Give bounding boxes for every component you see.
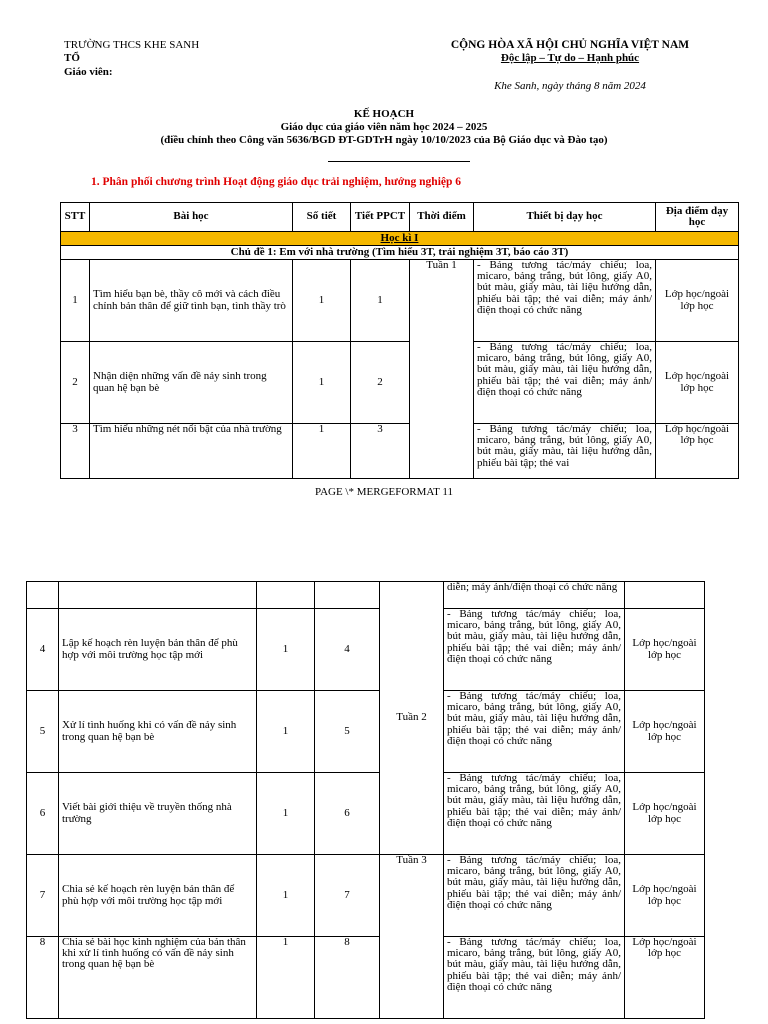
row-lesson: Tìm hiểu bạn bè, thầy cô mới và cách điều chỉnh bản thân để giữ tình bạn, tình thầy trò	[90, 260, 293, 342]
row-location: Lớp học/ngoài lớp học	[625, 937, 705, 1019]
row-ppct: 1	[351, 260, 410, 342]
plan-table-part2	[26, 581, 705, 1019]
row-periods: 1	[257, 937, 315, 1019]
row-equipment: - Bảng tương tác/máy chiếu; loa, micaro, bảng trắng, bút lông, giấy A0, bút màu, giấy màu, tài liệu hướng dẫn, phiếu bài tập; thẻ vai diễn; máy ảnh/điện thoại có chức năng	[444, 773, 625, 855]
table-row	[27, 773, 705, 855]
table-row	[27, 855, 705, 937]
row-lesson: Chia sẻ bài học kinh nghiệm của bản thân khi xử lí tình huống có vấn đề nảy sinh trong quan hệ bạn bè	[59, 937, 257, 1019]
row-stt: 7	[27, 855, 59, 937]
row-location: Lớp học/ngoài lớp học	[625, 773, 705, 855]
row-week: Tuần 3	[380, 855, 444, 1019]
table-row	[61, 260, 739, 342]
table-row	[27, 582, 705, 609]
row-lesson: Nhận diện những vấn đề nảy sinh trong quan hệ bạn bè	[90, 342, 293, 424]
semester-row: Học kì I	[61, 232, 739, 246]
row-stt: 3	[61, 424, 90, 479]
row-stt: 5	[27, 691, 59, 773]
row-week: Tuần 1	[410, 260, 474, 479]
row-lesson: Xử lí tình huống khi có vấn đề nảy sinh trong quan hệ bạn bè	[59, 691, 257, 773]
row-periods: 1	[257, 609, 315, 691]
row-equipment: - Bảng tương tác/máy chiếu; loa, micaro, bảng trắng, bút lông, giấy A0, bút màu, giấy màu, tài liệu hướng dẫn, phiếu bài tập; thẻ vai diễn; máy ảnh/điện thoại có chức năng	[474, 342, 656, 424]
plan-table-part1	[60, 202, 739, 479]
row-equipment: - Bảng tương tác/máy chiếu; loa, micaro, bảng trắng, bút lông, giấy A0, bút màu, giấy màu, tài liệu hướng dẫn, phiếu bài tập; thẻ vai diễn; máy ảnh/điện thoại có chức năng	[444, 937, 625, 1019]
row-ppct: 3	[351, 424, 410, 479]
page-footer: PAGE \* MERGEFORMAT 11	[314, 486, 454, 498]
row-ppct: 4	[315, 609, 380, 691]
topic-row: Chủ đề 1: Em với nhà trường (Tìm hiểu 3T, trải nghiệm 3T, báo cáo 3T)	[61, 246, 739, 260]
row-lesson: Lập kế hoạch rèn luyện bản thân để phù hợp với môi trường học tập mới	[59, 609, 257, 691]
col-periods: Số tiết	[293, 203, 351, 232]
row-ppct: 2	[351, 342, 410, 424]
table-row	[61, 424, 739, 479]
row-periods: 1	[293, 342, 351, 424]
row-equipment: diễn; máy ảnh/điện thoại có chức năng	[444, 582, 625, 609]
place-date: Khe Sanh, ngày tháng 8 năm 2024	[494, 80, 646, 92]
row-equipment: - Bảng tương tác/máy chiếu; loa, micaro, bảng trắng, bút lông, giấy A0, bút màu, giấy màu, tài liệu hướng dẫn, phiếu bài tập; thẻ vai diễn; máy ảnh/điện thoại có chức năng	[474, 260, 656, 342]
section-heading: 1. Phân phối chương trình Hoạt động giáo dục trải nghiệm, hướng nghiệp 6	[91, 176, 462, 188]
table-row	[27, 937, 705, 1019]
row-equipment: - Bảng tương tác/máy chiếu; loa, micaro, bảng trắng, bút lông, giấy A0, bút màu, giấy màu, tài liệu hướng dẫn, phiếu bài tập; thẻ vai diễn; máy ảnh/điện thoại có chức năng	[444, 855, 625, 937]
row-stt: 8	[27, 937, 59, 1019]
school-name: TRƯỜNG THCS KHE SANH	[64, 39, 200, 51]
row-ppct: 8	[315, 937, 380, 1019]
row-equipment: - Bảng tương tác/máy chiếu; loa, micaro, bảng trắng, bút lông, giấy A0, bút màu, giấy màu, tài liệu hướng dẫn, phiếu bài tập; thẻ vai diễn; máy ảnh/điện thoại có chức năng	[444, 691, 625, 773]
row-stt: 1	[61, 260, 90, 342]
row-week: Tuần 2	[380, 582, 444, 855]
row-stt: 6	[27, 773, 59, 855]
row-stt: 2	[61, 342, 90, 424]
teacher-label: Giáo viên:	[64, 66, 113, 78]
table-row	[27, 691, 705, 773]
row-stt: 4	[27, 609, 59, 691]
row-location: Lớp học/ngoài lớp học	[656, 342, 739, 424]
plan-subtitle: Giáo dục của giáo viên năm học 2024 – 2025	[280, 121, 488, 133]
row-ppct: 7	[315, 855, 380, 937]
row-periods: 1	[293, 260, 351, 342]
col-time: Thời điểm	[410, 203, 474, 232]
row-location: Lớp học/ngoài lớp học	[625, 691, 705, 773]
row-periods: 1	[257, 855, 315, 937]
row-location: Lớp học/ngoài lớp học	[625, 855, 705, 937]
row-ppct: 5	[315, 691, 380, 773]
col-stt: STT	[61, 203, 90, 232]
national-title: CỘNG HÒA XÃ HỘI CHỦ NGHĨA VIỆT NAM	[450, 39, 690, 51]
row-ppct: 6	[315, 773, 380, 855]
national-motto: Độc lập – Tự do – Hạnh phúc	[500, 52, 640, 64]
group-label: TỔ	[64, 52, 80, 64]
row-location: Lớp học/ngoài lớp học	[625, 609, 705, 691]
col-equipment: Thiết bị dạy học	[474, 203, 656, 232]
table-row	[27, 609, 705, 691]
col-location: Địa điểm dạy học	[656, 203, 739, 232]
row-periods: 1	[257, 691, 315, 773]
row-equipment: - Bảng tương tác/máy chiếu; loa, micaro, bảng trắng, bút lông, giấy A0, bút màu, giấy màu, tài liệu hướng dẫn, phiếu bài tập; thẻ vai	[474, 424, 656, 479]
title-divider	[328, 161, 470, 162]
plan-title: KẾ HOẠCH	[353, 108, 415, 120]
col-ppct: Tiết PPCT	[351, 203, 410, 232]
row-periods: 1	[257, 773, 315, 855]
row-lesson: Chia sẻ kế hoạch rèn luyện bản thân để phù hợp với môi trường học tập mới	[59, 855, 257, 937]
table-header-row	[61, 203, 739, 232]
table-row	[61, 342, 739, 424]
plan-note: (điều chỉnh theo Công văn 5636/BGD ĐT-GDTrH ngày 10/10/2023 của Bộ Giáo dục và Đào tạo)	[160, 134, 608, 146]
row-lesson: Tìm hiểu những nét nổi bật của nhà trường	[90, 424, 293, 479]
col-lesson: Bài học	[90, 203, 293, 232]
row-location: Lớp học/ngoài lớp học	[656, 424, 739, 479]
row-location: Lớp học/ngoài lớp học	[656, 260, 739, 342]
row-periods: 1	[293, 424, 351, 479]
row-lesson: Viết bài giới thiệu về truyền thống nhà trường	[59, 773, 257, 855]
row-equipment: - Bảng tương tác/máy chiếu; loa, micaro, bảng trắng, bút lông, giấy A0, bút màu, giấy màu, tài liệu hướng dẫn, phiếu bài tập; thẻ vai diễn; máy ảnh/điện thoại có chức năng	[444, 609, 625, 691]
